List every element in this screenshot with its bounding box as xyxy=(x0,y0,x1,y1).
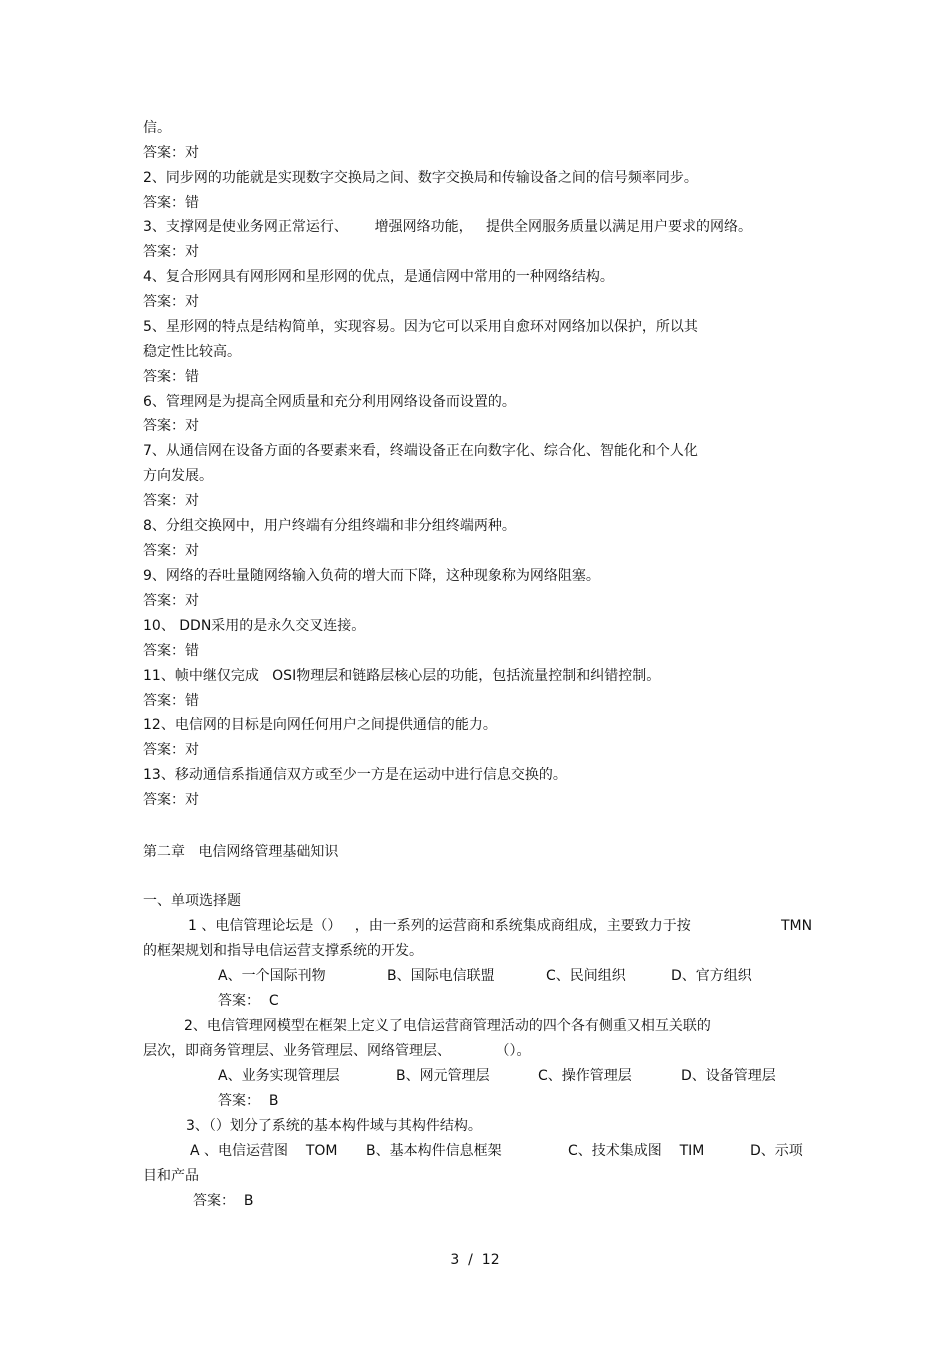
option-b: B、基本构件信息框架 xyxy=(366,1143,502,1159)
question-line: 方向发展。 xyxy=(143,468,213,484)
option-d: D、官方组织 xyxy=(671,968,752,984)
answer-line: 答案：错 xyxy=(143,643,199,659)
answer-line: 答案：对 xyxy=(143,418,199,434)
question-line: 13、移动通信系指通信双方或至少一方是在运动中进行信息交换的。 xyxy=(143,767,567,783)
question-stem: 1 、电信管理论坛是（） ，由一系列的运营商和系统集成商组成，主要致力于按 xyxy=(188,918,691,934)
option-c: C、操作管理层 xyxy=(538,1068,632,1084)
answer-line: 答案：对 xyxy=(143,543,199,559)
question-line: 3、支撑网是使业务网正常运行、 增强网络功能， 提供全网服务质量以满足用户要求的网络。 xyxy=(143,219,752,235)
question-line: 9、网络的吞吐量随网络输入负荷的增大而下降，这种现象称为网络阻塞。 xyxy=(143,568,600,584)
answer-line: 答案：错 xyxy=(143,369,199,385)
option-b: B、国际电信联盟 xyxy=(387,968,495,984)
answer-line: 答案：对 xyxy=(143,244,199,260)
question-line: 稳定性比较高。 xyxy=(143,344,241,360)
option-a: A 、电信运营图 TOM xyxy=(190,1143,338,1159)
question-stem: 3、（）划分了系统的基本构件域与其构件结构。 xyxy=(186,1118,482,1134)
question-stem: 目和产品 xyxy=(143,1168,199,1184)
question-stem: 2、电信管理网模型在框架上定义了电信运营商管理活动的四个各有侧重又相互关联的 xyxy=(184,1018,711,1034)
question-line: 4、复合形网具有网形网和星形网的优点，是通信网中常用的一种网络结构。 xyxy=(143,269,614,285)
answer-line: 答案：对 xyxy=(143,792,199,808)
answer-line: 答案： B xyxy=(218,1093,279,1109)
question-line: 7、从通信网在设备方面的各要素来看，终端设备正在向数字化、综合化、智能化和个人化 xyxy=(143,443,698,459)
option-a: A、业务实现管理层 xyxy=(218,1068,340,1084)
answer-line: 答案： B xyxy=(193,1193,254,1209)
answer-line: 答案：错 xyxy=(143,195,199,211)
option-b: B、网元管理层 xyxy=(396,1068,490,1084)
answer-line: 答案：对 xyxy=(143,593,199,609)
question-line: 8、分组交换网中，用户终端有分组终端和非分组终端两种。 xyxy=(143,518,516,534)
question-stem: 的框架规划和指导电信运营支撑系统的开发。 xyxy=(143,943,423,959)
option-d: D、示项 xyxy=(750,1143,803,1159)
answer-line: 答案：错 xyxy=(143,693,199,709)
question-stem-term: TMN xyxy=(781,918,813,934)
question-line: 12、电信网的目标是向网任何用户之间提供通信的能力。 xyxy=(143,717,497,733)
question-line: 10、 DDN采用的是永久交叉连接。 xyxy=(143,618,366,634)
answer-line: 答案：对 xyxy=(143,493,199,509)
answer-line: 答案：对 xyxy=(143,742,199,758)
option-a: A、一个国际刊物 xyxy=(218,968,326,984)
question-line: 11、帧中继仅完成 OSI物理层和链路层核心层的功能，包括流量控制和纠错控制。 xyxy=(143,668,661,684)
question-line: 2、同步网的功能就是实现数字交换局之间、数字交换局和传输设备之间的信号频率同步。 xyxy=(143,170,698,186)
option-c: C、技术集成图 TIM xyxy=(568,1143,705,1159)
question-line: 5、星形网的特点是结构简单，实现容易。因为它可以采用自愈环对网络加以保护，所以其 xyxy=(143,319,698,335)
question-line: 6、管理网是为提高全网质量和充分利用网络设备而设置的。 xyxy=(143,394,516,410)
option-c: C、民间组织 xyxy=(546,968,626,984)
question-stem: 层次，即商务管理层、业务管理层、网络管理层、 （）。 xyxy=(143,1043,531,1059)
page-number: 3 / 12 xyxy=(450,1252,500,1268)
answer-line: 答案： C xyxy=(218,993,279,1009)
section-heading: 一、单项选择题 xyxy=(143,893,241,909)
chapter-title: 第二章 电信网络管理基础知识 xyxy=(143,844,339,860)
answer-line: 答案：对 xyxy=(143,145,199,161)
answer-line: 答案：对 xyxy=(143,294,199,310)
option-d: D、设备管理层 xyxy=(681,1068,776,1084)
text-line: 信。 xyxy=(143,120,171,136)
